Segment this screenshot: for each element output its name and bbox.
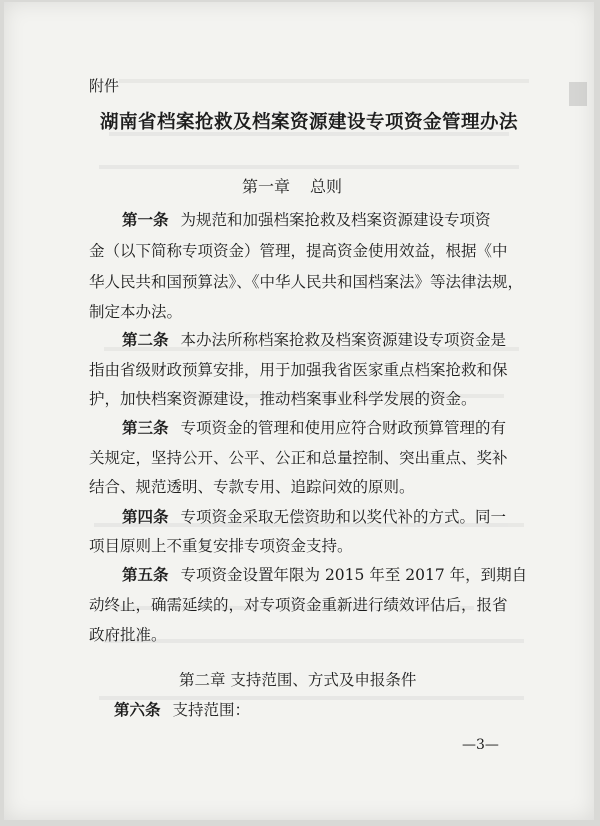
- article-4-text: 专项资金采取无偿资助和以奖代补的方式。同一: [180, 508, 507, 526]
- article-4-line-2: 项目原则上不重复安排专项资金支持。: [89, 537, 353, 555]
- article-4-label: 第四条: [122, 507, 169, 526]
- article-1-line-1: [122, 210, 491, 230]
- article-3-line-1: [122, 418, 506, 438]
- article-3-text: 专项资金的管理和使用应符合财政预算管理的有: [180, 419, 507, 437]
- chapter-1-heading: [242, 177, 342, 197]
- article-1-line-3: 华人民共和国预算法》、《中华人民共和国档案法》等法律法规，: [89, 273, 524, 291]
- article-3-label: 第三条: [122, 418, 169, 437]
- article-5-text: 专项资金设置年限为 2015 年至 2017 年，到期自: [180, 566, 528, 584]
- article-5-line-2: 动终止，确需延续的，对专项资金重新进行绩效评估后，报省: [89, 596, 508, 614]
- article-3-line-2: 关规定，坚持公开、公平、公正和总量控制、突出重点、奖补: [89, 449, 508, 467]
- article-5-line-1: [122, 565, 527, 585]
- article-1-text: 为规范和加强档案抢救及档案资源建设专项资: [180, 211, 491, 229]
- chapter-2-heading: 第二章 支持范围、方式及申报条件: [179, 671, 417, 689]
- article-2-text: 本办法所称档案抢救及档案资源建设专项资金是: [180, 331, 507, 349]
- chapter-1-number: 第一章: [242, 177, 291, 196]
- article-1-line-4: 制定本办法。: [89, 303, 183, 321]
- article-1-label: 第一条: [122, 210, 169, 229]
- article-6-line-1: [114, 700, 250, 720]
- article-4-line-1: [122, 507, 506, 527]
- article-6-label: 第六条: [114, 700, 161, 719]
- article-5-line-3: 政府批准。: [89, 626, 167, 644]
- document-title: 湖南省档案抢救及档案资源建设专项资金管理办法: [100, 112, 519, 133]
- article-6-text: 支持范围：: [172, 701, 251, 719]
- chapter-1-title: 总则: [310, 177, 343, 196]
- article-2-line-2: 指由省级财政预算安排，用于加强我省医家重点档案抢救和保: [89, 361, 508, 379]
- article-2-line-1: [122, 330, 506, 350]
- article-1-line-2: 金（以下简称专项资金）管理，提高资金使用效益，根据《中: [89, 242, 508, 260]
- scanned-page: [4, 2, 594, 820]
- article-5-label: 第五条: [122, 565, 169, 584]
- page-number: —3—: [462, 737, 499, 753]
- article-2-label: 第二条: [122, 330, 169, 349]
- article-3-line-3: 结合、规范透明、专款专用、追踪问效的原则。: [89, 478, 415, 496]
- attachment-label: 附件: [89, 77, 120, 95]
- article-2-line-3: 护，加快档案资源建设，推动档案事业科学发展的资金。: [89, 390, 477, 408]
